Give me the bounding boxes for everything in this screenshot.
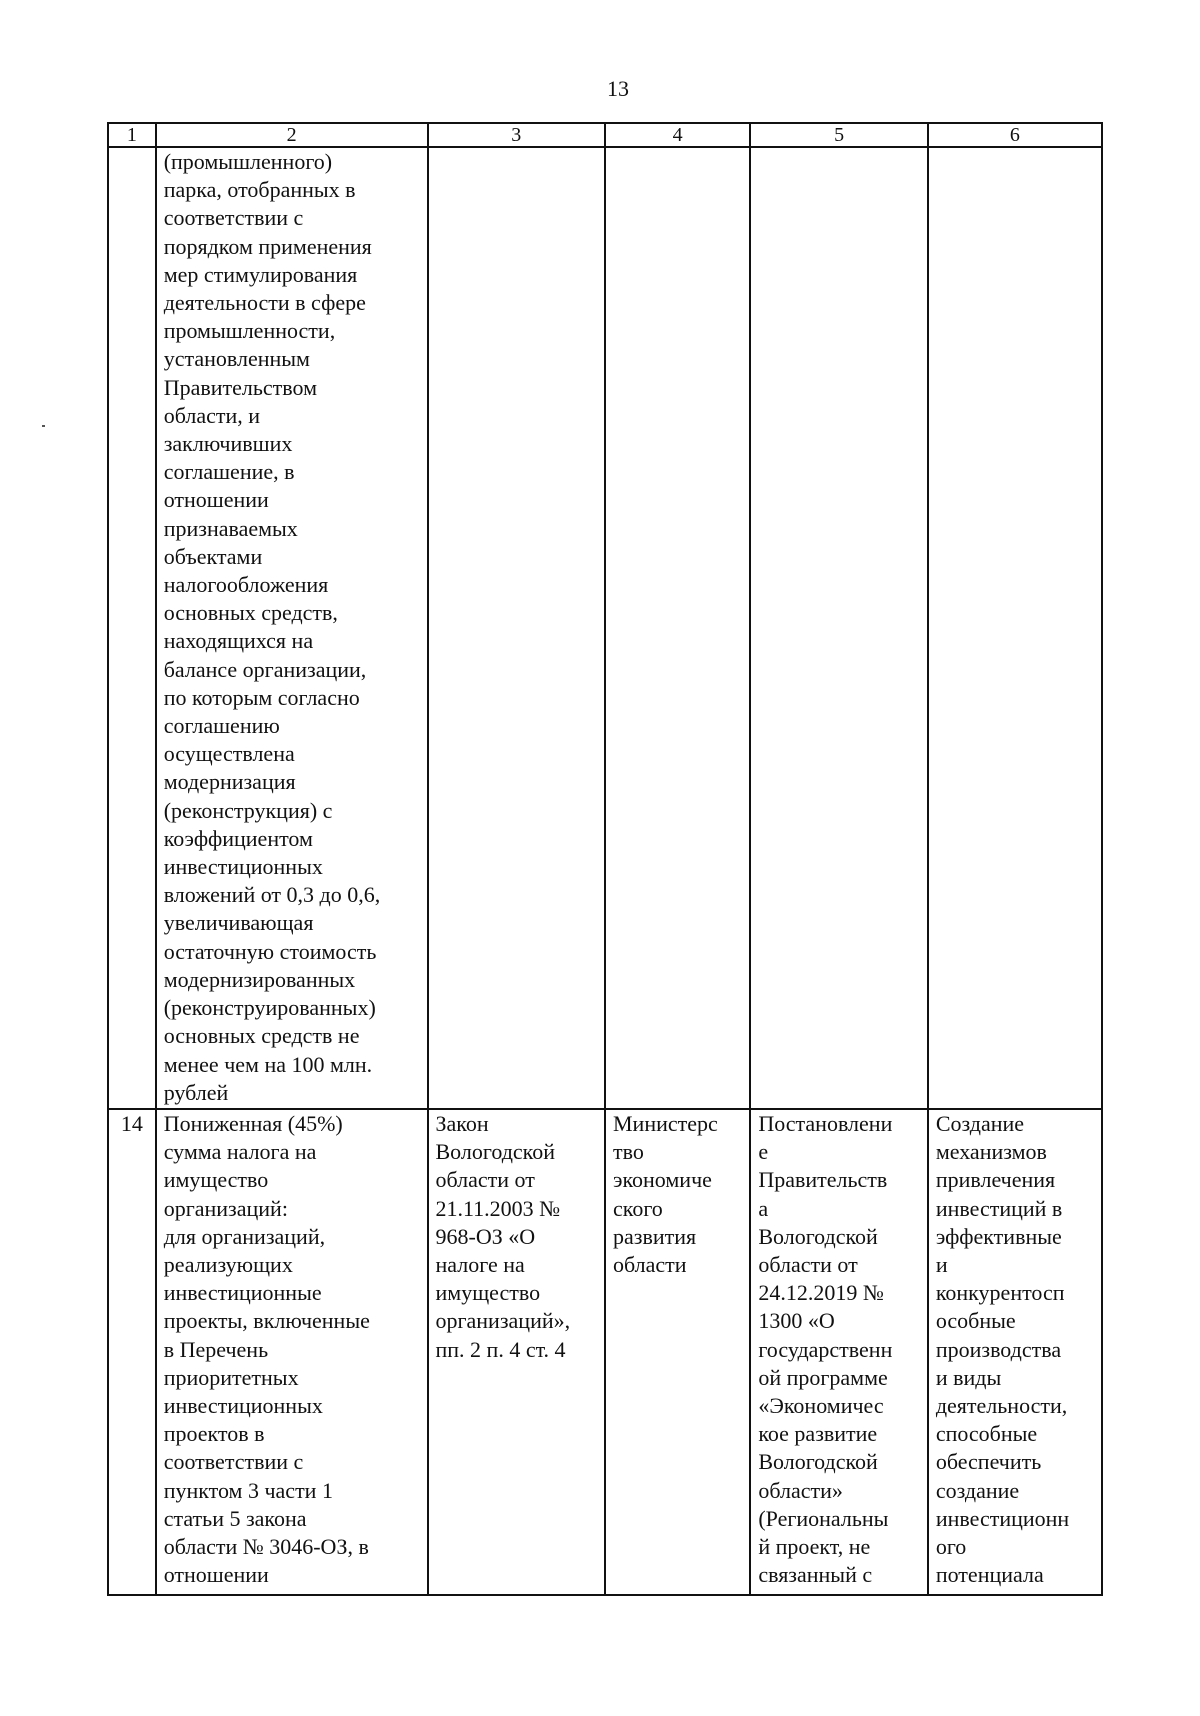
legal-basis-cell: [428, 147, 606, 1109]
curator-cell: [605, 147, 750, 1109]
benefit-description-cell: (промышленного) парка, отобранных в соответствии с порядком применения мер стимулирования деятельности в сфере промышленности, установленным Правительством области, и заключивших соглашение, в отношении признаваемых объектами налогообложения основных средств, находящихся на балансе организации, по которым согласно соглашению осуществлена модернизация (реконструкция) с коэффициентом инвестиционных вложений от 0,3 до 0,6, увеличивающая остаточную стоимость модернизированных (реконструированных) основных средств не менее чем на 100 млн. рублей: [156, 147, 428, 1109]
column-header-6: 6: [928, 123, 1102, 147]
column-header-2: 2: [156, 123, 428, 147]
legal-basis-cell: Закон Вологодской области от 21.11.2003 № 968-ОЗ «О налоге на имущество организаций», пп. 2 п. 4 ст. 4: [428, 1109, 606, 1595]
row-number-cell: 14: [108, 1109, 156, 1595]
scan-speck: [42, 425, 45, 427]
table-row-14: [108, 1109, 1102, 1595]
column-header-5: 5: [750, 123, 928, 147]
row-number-cell: [108, 147, 156, 1109]
benefits-table: [107, 122, 1103, 1596]
goal-cell: Создание механизмов привлечения инвестиций в эффективные и конкурентосп особные производства и виды деятельности, способные обеспечить создание инвестиционн ого потенциала: [928, 1109, 1102, 1595]
table-row-continued: [108, 147, 1102, 1109]
column-header-1: 1: [108, 123, 156, 147]
goal-cell: [928, 147, 1102, 1109]
program-cell: [750, 147, 928, 1109]
column-header-3: 3: [428, 123, 606, 147]
table-header-row: [108, 123, 1102, 147]
page-number: 13: [607, 76, 629, 101]
column-header-4: 4: [605, 123, 750, 147]
benefit-description-cell: Пониженная (45%) сумма налога на имущество организаций: для организаций, реализующих инвестиционные проекты, включенные в Перечень приоритетных инвестиционных проектов в соответствии с пунктом 3 части 1 статьи 5 закона области № 3046-ОЗ, в отношении: [156, 1109, 428, 1595]
program-cell: Постановлени е Правительств а Вологодской области от 24.12.2019 № 1300 «О государственн ой программе «Экономичес кое развитие Вологодской области» (Региональны й проект, не связанный с: [750, 1109, 928, 1595]
curator-cell: Министерс тво экономиче ского развития области: [605, 1109, 750, 1595]
